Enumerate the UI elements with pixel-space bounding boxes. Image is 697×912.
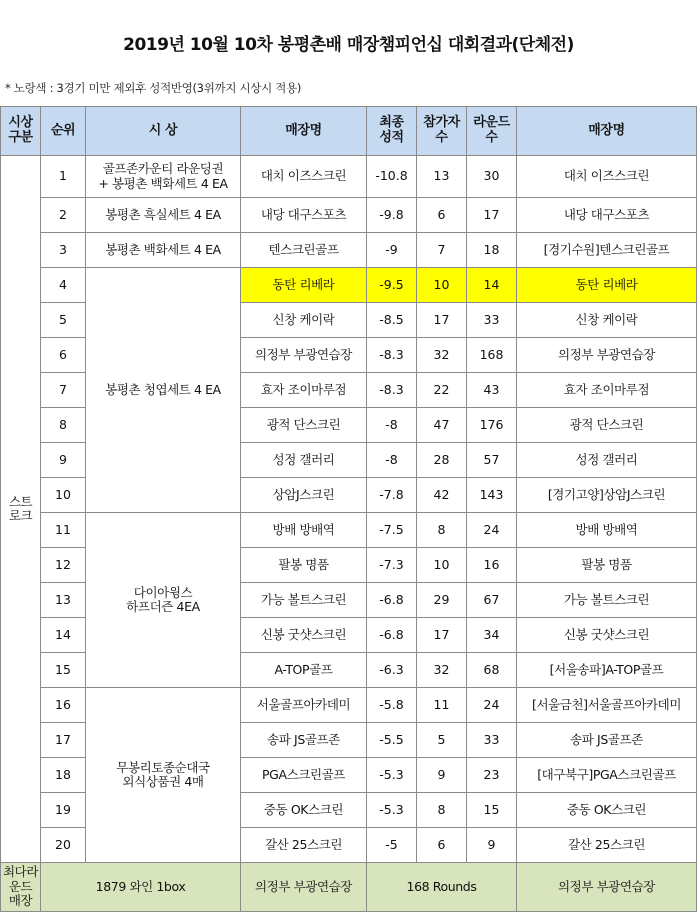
participants-cell: 5 — [417, 723, 467, 758]
rank-cell: 11 — [41, 513, 86, 548]
store2-cell: [경기수원]텐스크린골프 — [517, 233, 697, 268]
store-cell: 대치 이즈스크린 — [241, 156, 367, 198]
score-cell: -9.5 — [367, 268, 417, 303]
header-prize: 시 상 — [86, 107, 241, 156]
rank-cell: 17 — [41, 723, 86, 758]
score-cell: -9.8 — [367, 198, 417, 233]
participants-cell: 32 — [417, 338, 467, 373]
score-cell: -8.5 — [367, 303, 417, 338]
store-cell: A-TOP골프 — [241, 653, 367, 688]
store2-cell: 방배 방배역 — [517, 513, 697, 548]
rank-cell: 9 — [41, 443, 86, 478]
rank-cell: 16 — [41, 688, 86, 723]
legend-note: * 노랑색 : 3경기 미만 제외후 성적반영(3위까지 시상시 적용) — [5, 81, 302, 95]
rounds-cell: 16 — [467, 548, 517, 583]
score-cell: -8 — [367, 408, 417, 443]
rank-cell: 7 — [41, 373, 86, 408]
participants-cell: 10 — [417, 268, 467, 303]
store2-cell: 효자 조이마루점 — [517, 373, 697, 408]
store2-cell: 성정 갤러리 — [517, 443, 697, 478]
header-participants: 참가자 수 — [417, 107, 467, 156]
participants-cell: 7 — [417, 233, 467, 268]
store2-cell: 신창 케이락 — [517, 303, 697, 338]
score-cell: -10.8 — [367, 156, 417, 198]
rounds-cell: 18 — [467, 233, 517, 268]
rank-cell: 3 — [41, 233, 86, 268]
store2-cell: [경기고양]상암J스크린 — [517, 478, 697, 513]
store-cell: 효자 조이마루점 — [241, 373, 367, 408]
rounds-cell: 15 — [467, 793, 517, 828]
score-cell: -9 — [367, 233, 417, 268]
header-store2: 매장명 — [517, 107, 697, 156]
store2-cell: [서울송파]A-TOP골프 — [517, 653, 697, 688]
prize-cell: 다이아윙스 하프더즌 4EA — [86, 513, 241, 688]
participants-cell: 22 — [417, 373, 467, 408]
footer-row — [1, 863, 697, 912]
rank-cell: 8 — [41, 408, 86, 443]
score-cell: -5 — [367, 828, 417, 863]
store2-cell: 내당 대구스포츠 — [517, 198, 697, 233]
footer-store2: 의정부 부광연습장 — [517, 863, 697, 912]
rank-cell: 4 — [41, 268, 86, 303]
store2-cell: [대구북구]PGA스크린골프 — [517, 758, 697, 793]
participants-cell: 13 — [417, 156, 467, 198]
score-cell: -8.3 — [367, 373, 417, 408]
store2-cell: 신봉 굿샷스크린 — [517, 618, 697, 653]
rank-cell: 2 — [41, 198, 86, 233]
score-cell: -5.3 — [367, 793, 417, 828]
table-row — [1, 156, 697, 198]
results-table — [0, 106, 697, 912]
rounds-cell: 14 — [467, 268, 517, 303]
store2-cell: 대치 이즈스크린 — [517, 156, 697, 198]
store-cell: 상암J스크린 — [241, 478, 367, 513]
store2-cell: 동탄 리베라 — [517, 268, 697, 303]
participants-cell: 32 — [417, 653, 467, 688]
store-cell: 텐스크린골프 — [241, 233, 367, 268]
participants-cell: 42 — [417, 478, 467, 513]
store-cell: 신봉 굿샷스크린 — [241, 618, 367, 653]
store2-cell: 갈산 25스크린 — [517, 828, 697, 863]
header-row — [1, 107, 697, 156]
prize-cell: 골프존카운티 라운딩권 + 봉평촌 백화세트 4 EA — [86, 156, 241, 198]
score-cell: -5.5 — [367, 723, 417, 758]
score-cell: -5.3 — [367, 758, 417, 793]
participants-cell: 28 — [417, 443, 467, 478]
store-cell: 송파 JS골프존 — [241, 723, 367, 758]
rank-cell: 15 — [41, 653, 86, 688]
participants-cell: 17 — [417, 618, 467, 653]
score-cell: -6.3 — [367, 653, 417, 688]
header-rank: 순위 — [41, 107, 86, 156]
footer-prize: 1879 와인 1box — [41, 863, 241, 912]
rounds-cell: 168 — [467, 338, 517, 373]
participants-cell: 9 — [417, 758, 467, 793]
prize-cell: 봉평촌 흑실세트 4 EA — [86, 198, 241, 233]
store-cell: 성정 갤러리 — [241, 443, 367, 478]
store2-cell: [서울금천]서울골프아카데미 — [517, 688, 697, 723]
store-cell: 갈산 25스크린 — [241, 828, 367, 863]
score-cell: -8 — [367, 443, 417, 478]
participants-cell: 11 — [417, 688, 467, 723]
score-cell: -6.8 — [367, 618, 417, 653]
participants-cell: 6 — [417, 198, 467, 233]
table-row — [1, 268, 697, 303]
rank-cell: 1 — [41, 156, 86, 198]
rounds-cell: 23 — [467, 758, 517, 793]
header-rounds: 라운드 수 — [467, 107, 517, 156]
score-cell: -7.3 — [367, 548, 417, 583]
store-cell: 팔봉 명품 — [241, 548, 367, 583]
header-final: 최종 성적 — [367, 107, 417, 156]
rounds-cell: 34 — [467, 618, 517, 653]
participants-cell: 17 — [417, 303, 467, 338]
store2-cell: 광적 단스크린 — [517, 408, 697, 443]
store-cell: 의정부 부광연습장 — [241, 338, 367, 373]
rounds-cell: 43 — [467, 373, 517, 408]
store2-cell: 중동 OK스크린 — [517, 793, 697, 828]
prize-cell: 봉평촌 청엽세트 4 EA — [86, 268, 241, 513]
rounds-cell: 143 — [467, 478, 517, 513]
table-row — [1, 198, 697, 233]
rank-cell: 12 — [41, 548, 86, 583]
table-row — [1, 513, 697, 548]
store-cell: 신창 케이락 — [241, 303, 367, 338]
header-store: 매장명 — [241, 107, 367, 156]
store-cell: PGA스크린골프 — [241, 758, 367, 793]
rank-cell: 14 — [41, 618, 86, 653]
participants-cell: 29 — [417, 583, 467, 618]
rounds-cell: 33 — [467, 303, 517, 338]
store-cell: 동탄 리베라 — [241, 268, 367, 303]
rank-cell: 10 — [41, 478, 86, 513]
category-cell: 스트 로크 — [1, 156, 41, 863]
participants-cell: 8 — [417, 513, 467, 548]
footer-store: 의정부 부광연습장 — [241, 863, 367, 912]
score-cell: -5.8 — [367, 688, 417, 723]
store2-cell: 의정부 부광연습장 — [517, 338, 697, 373]
store2-cell: 팔봉 명품 — [517, 548, 697, 583]
rank-cell: 20 — [41, 828, 86, 863]
store-cell: 가능 볼트스크린 — [241, 583, 367, 618]
rounds-cell: 30 — [467, 156, 517, 198]
rank-cell: 5 — [41, 303, 86, 338]
rounds-cell: 24 — [467, 513, 517, 548]
store-cell: 광적 단스크린 — [241, 408, 367, 443]
participants-cell: 10 — [417, 548, 467, 583]
score-cell: -8.3 — [367, 338, 417, 373]
store-cell: 방배 방배역 — [241, 513, 367, 548]
footer-label: 최다라운드 매장 — [1, 863, 41, 912]
rounds-cell: 17 — [467, 198, 517, 233]
store2-cell: 가능 볼트스크린 — [517, 583, 697, 618]
rounds-cell: 9 — [467, 828, 517, 863]
rounds-cell: 33 — [467, 723, 517, 758]
rounds-cell: 67 — [467, 583, 517, 618]
rank-cell: 19 — [41, 793, 86, 828]
rounds-cell: 24 — [467, 688, 517, 723]
store-cell: 중동 OK스크린 — [241, 793, 367, 828]
prize-cell: 무봉리토종순대국 외식상품권 4매 — [86, 688, 241, 863]
table-row — [1, 233, 697, 268]
participants-cell: 6 — [417, 828, 467, 863]
score-cell: -6.8 — [367, 583, 417, 618]
footer-rounds: 168 Rounds — [367, 863, 517, 912]
prize-cell: 봉평촌 백화세트 4 EA — [86, 233, 241, 268]
rank-cell: 13 — [41, 583, 86, 618]
participants-cell: 47 — [417, 408, 467, 443]
rounds-cell: 176 — [467, 408, 517, 443]
header-category: 시상 구분 — [1, 107, 41, 156]
table-row — [1, 688, 697, 723]
score-cell: -7.8 — [367, 478, 417, 513]
store-cell: 서울골프아카데미 — [241, 688, 367, 723]
participants-cell: 8 — [417, 793, 467, 828]
store2-cell: 송파 JS골프존 — [517, 723, 697, 758]
store-cell: 내당 대구스포츠 — [241, 198, 367, 233]
rank-cell: 6 — [41, 338, 86, 373]
page-title: 2019년 10월 10차 봉평촌배 매장챔피언십 대회결과(단체전) — [123, 35, 574, 55]
rank-cell: 18 — [41, 758, 86, 793]
rounds-cell: 57 — [467, 443, 517, 478]
score-cell: -7.5 — [367, 513, 417, 548]
rounds-cell: 68 — [467, 653, 517, 688]
